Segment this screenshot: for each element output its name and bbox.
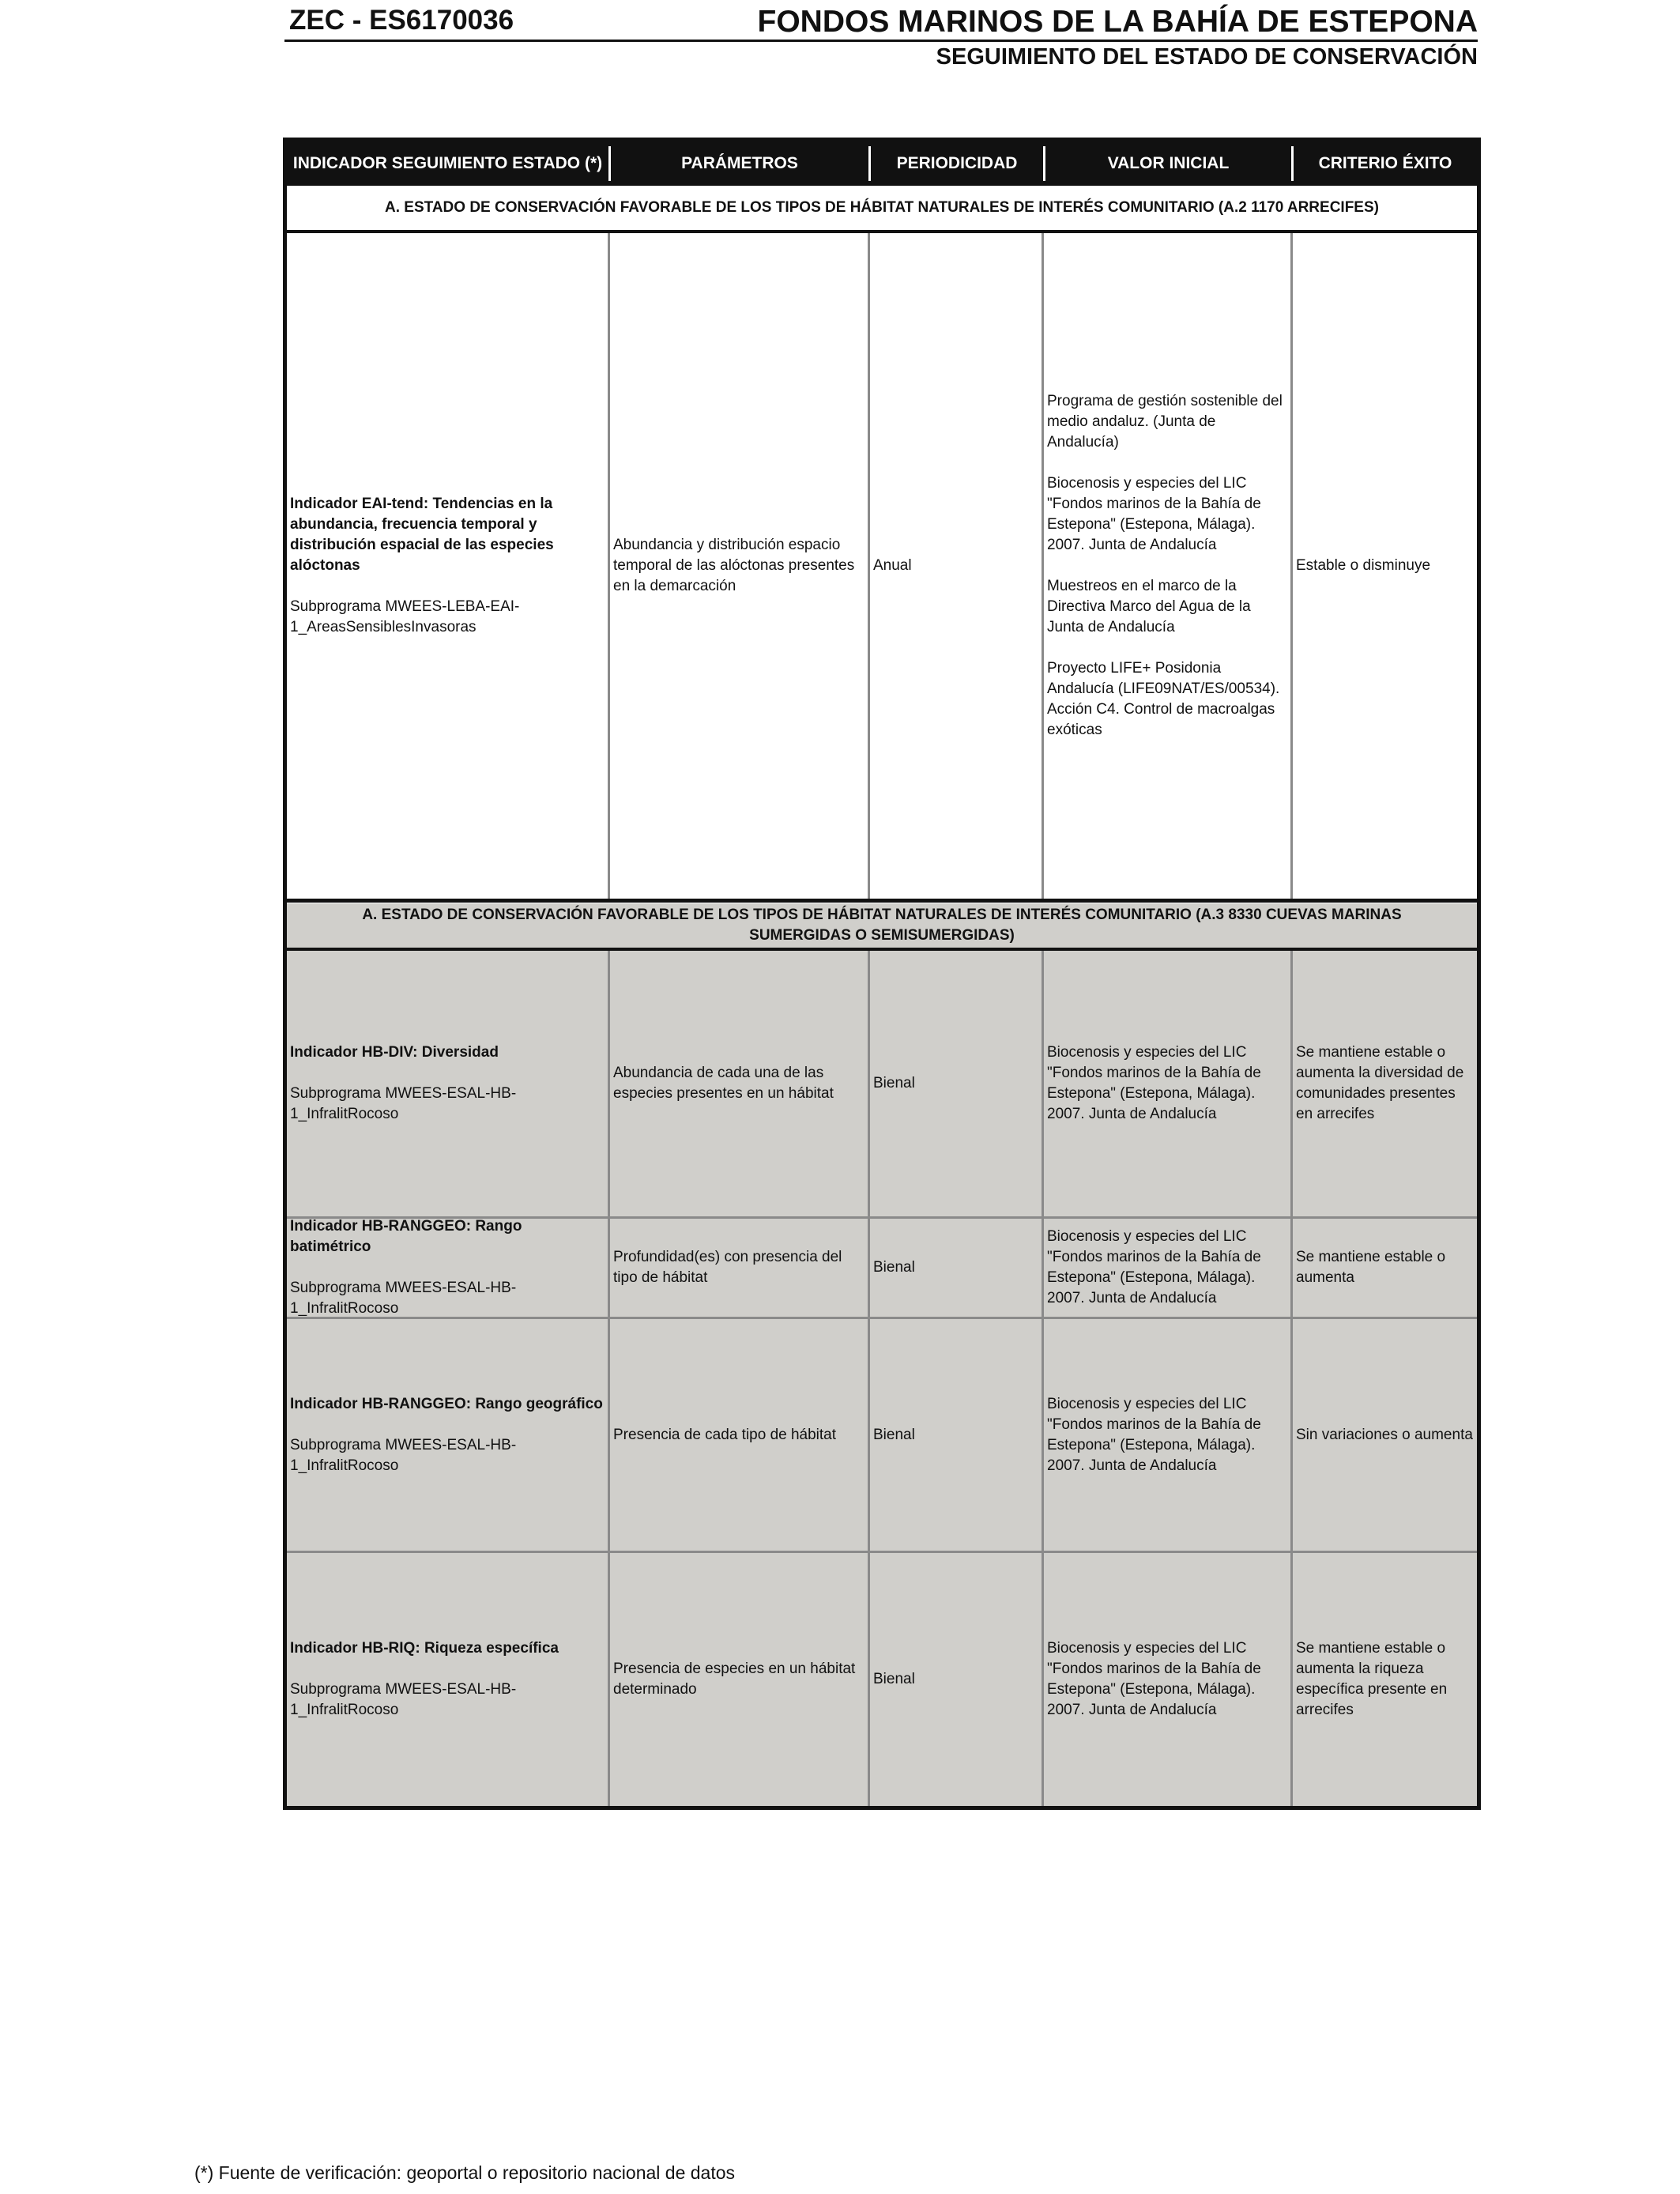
table-cell-indicator: [287, 1553, 608, 1806]
table-cell-parameters: Profundidad(es) con presencia del tipo de hábitat: [613, 1249, 842, 1286]
indicator-name: Indicador EAI-tend: Tendencias en la abundancia, frecuencia temporal y distribución espacial de las especies alóctonas: [290, 496, 554, 574]
table-cell-parameters: Presencia de especies en un hábitat determinado: [613, 1661, 856, 1698]
table-cell-initial-value: Biocenosis y especies del LIC "Fondos marinos de la Bahía de Estepona" (Estepona, Málaga). 2007. Junta de Andalucía: [1047, 1044, 1261, 1122]
page-title: FONDOS MARINOS DE LA BAHÍA DE ESTEPONA: [757, 5, 1478, 39]
column-header-parameters: PARÁMETROS: [681, 154, 798, 172]
section-title-arrecifes: A. ESTADO DE CONSERVACIÓN FAVORABLE DE LOS TIPOS DE HÁBITAT NATURALES DE INTERÉS COMUNITARIO (A.2 1170 ARRECIFES): [385, 199, 1379, 216]
column-header-success-criterion: CRITERIO ÉXITO: [1318, 154, 1452, 172]
table-cell-indicator: [287, 1219, 608, 1317]
table-cell-indicator: [287, 951, 608, 1216]
indicator-name: Indicador HB-RIQ: Riqueza específica: [290, 1640, 559, 1657]
subprogram: Subprograma MWEES-ESAL-HB-1_InfralitRocoso: [290, 1280, 517, 1317]
table-cell-periodicity: Bienal: [873, 1671, 915, 1687]
table-cell-initial-value: Biocenosis y especies del LIC "Fondos marinos de la Bahía de Estepona" (Estepona, Málaga). 2007. Junta de Andalucía: [1047, 1228, 1261, 1306]
subprogram: Subprograma MWEES-ESAL-HB-1_InfralitRocoso: [290, 1436, 517, 1474]
zec-code: ZEC - ES6170036: [289, 5, 514, 36]
header-divider: [284, 40, 1478, 42]
initial-value-item: Muestreos en el marco de la Directiva Marco del Agua de la Junta de Andalucía: [1047, 578, 1251, 635]
table-cell-criterion: Se mantiene estable o aumenta la riqueza específica presente en arrecifes: [1296, 1640, 1448, 1718]
monitoring-table: [283, 138, 1481, 1810]
table-cell-parameters: Abundancia de cada una de las especies presentes en un hábitat: [613, 1065, 834, 1102]
table-cell-criterion: Sin variaciones o aumenta: [1296, 1426, 1473, 1443]
table-cell-parameters: Presencia de cada tipo de hábitat: [613, 1426, 837, 1443]
initial-value-item: Biocenosis y especies del LIC "Fondos marinos de la Bahía de Estepona" (Estepona, Málaga). 2007. Junta de Andalucía: [1047, 475, 1261, 553]
table-cell-initial-value: [1044, 233, 1290, 899]
footnote: (*) Fuente de verificación: geoportal o repositorio nacional de datos: [194, 2162, 736, 2183]
page-subtitle: SEGUIMIENTO DEL ESTADO DE CONSERVACIÓN: [936, 44, 1478, 70]
section-title-cuevas: A. ESTADO DE CONSERVACIÓN FAVORABLE DE LOS TIPOS DE HÁBITAT NATURALES DE INTERÉS COMUNITARIO (A.3 8330 CUEVAS MARINAS SUMERGIDAS O SEMISUMERGIDAS): [362, 907, 1402, 944]
table-cell-initial-value: Biocenosis y especies del LIC "Fondos marinos de la Bahía de Estepona" (Estepona, Málaga). 2007. Junta de Andalucía: [1047, 1640, 1261, 1718]
table-cell-indicator: [287, 233, 608, 899]
subprogram: Subprograma MWEES-ESAL-HB-1_InfralitRocoso: [290, 1681, 517, 1718]
table-cell-indicator: [287, 1319, 608, 1551]
indicator-name: Indicador HB-RANGGEO: Rango batimétrico: [290, 1218, 522, 1255]
indicator-name: Indicador HB-DIV: Diversidad: [290, 1044, 499, 1061]
table-cell-criterion: Se mantiene estable o aumenta: [1296, 1249, 1446, 1286]
table-cell-periodicity: Bienal: [873, 1075, 915, 1091]
initial-value-item: Programa de gestión sostenible del medio andaluz. (Junta de Andalucía): [1047, 393, 1283, 450]
table-cell-periodicity: Bienal: [873, 1259, 915, 1276]
column-header-indicator: INDICADOR SEGUIMIENTO ESTADO (*): [292, 154, 603, 172]
indicator-name: Indicador HB-RANGGEO: Rango geográfico: [290, 1395, 603, 1412]
table-cell-initial-value: Biocenosis y especies del LIC "Fondos marinos de la Bahía de Estepona" (Estepona, Málaga). 2007. Junta de Andalucía: [1047, 1395, 1261, 1474]
column-header-initial-value: VALOR INICIAL: [1107, 154, 1230, 172]
table-cell-criterion: Estable o disminuye: [1296, 557, 1431, 574]
table-cell-criterion: Se mantiene estable o aumenta la diversidad de comunidades presentes en arrecifes: [1296, 1044, 1464, 1122]
table-cell-parameters: Abundancia y distribución espacio temporal de las alóctonas presentes en la demarcación: [613, 537, 855, 594]
subprogram: Subprograma MWEES-LEBA-EAI-1_AreasSensiblesInvasoras: [290, 598, 520, 635]
table-cell-periodicity: Anual: [873, 557, 912, 574]
table-cell-periodicity: Bienal: [873, 1426, 915, 1443]
subprogram: Subprograma MWEES-ESAL-HB-1_InfralitRocoso: [290, 1085, 517, 1122]
initial-value-item: Proyecto LIFE+ Posidonia Andalucía (LIFE09NAT/ES/00534). Acción C4. Control de macroalgas exóticas: [1047, 660, 1280, 738]
table-header: [287, 141, 1477, 186]
column-header-periodicity: PERIODICIDAD: [896, 154, 1018, 172]
